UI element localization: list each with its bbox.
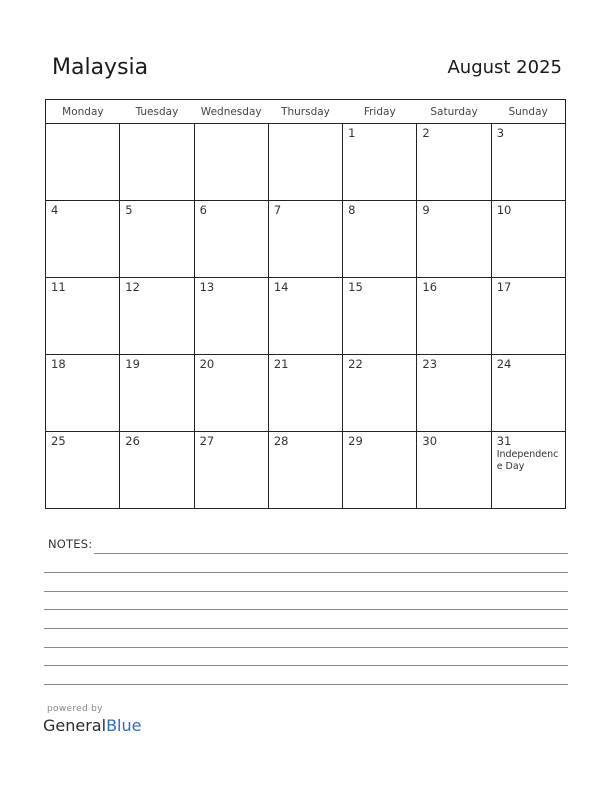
holiday-label: Independence Day <box>496 449 559 472</box>
month-title: August 2025 <box>447 57 562 78</box>
week-row <box>46 432 566 509</box>
brand-general: General <box>43 716 107 735</box>
day-number: 2 <box>422 126 430 140</box>
week-row <box>46 355 566 432</box>
day-cell <box>417 278 491 355</box>
notes-line <box>44 647 568 648</box>
day-number: 6 <box>199 203 207 217</box>
notes-line <box>44 609 568 610</box>
day-cell <box>120 355 194 432</box>
day-number: 31 <box>496 434 512 448</box>
day-number: 28 <box>273 434 289 448</box>
day-cell <box>417 432 491 509</box>
day-number: 20 <box>199 357 215 371</box>
day-number: 24 <box>496 357 512 371</box>
weekday-header: Thursday <box>268 100 342 124</box>
day-number <box>120 124 193 126</box>
generalblue-logo[interactable] <box>43 716 141 735</box>
country-title: Malaysia <box>52 55 149 80</box>
day-cell <box>343 432 417 509</box>
notes-line <box>44 591 568 592</box>
weekday-header-row <box>46 100 566 124</box>
notes-label: NOTES: <box>48 537 93 551</box>
day-number: 17 <box>496 280 512 294</box>
day-number: 23 <box>422 357 438 371</box>
day-cell <box>417 124 491 201</box>
week-row <box>46 278 566 355</box>
day-number: 25 <box>51 434 66 448</box>
powered-by-text: powered by <box>47 704 103 714</box>
week-row <box>46 201 566 278</box>
day-number: 10 <box>496 203 512 217</box>
week-row <box>46 124 566 201</box>
notes-line <box>44 665 568 666</box>
day-number: 3 <box>496 126 505 140</box>
day-cell <box>194 278 268 355</box>
day-cell <box>46 201 120 278</box>
day-cell <box>120 124 194 201</box>
day-number: 1 <box>348 126 356 140</box>
day-number: 8 <box>348 203 356 217</box>
day-cell <box>491 124 565 201</box>
day-number: 21 <box>273 357 289 371</box>
day-cell <box>120 432 194 509</box>
weekday-header: Saturday <box>417 100 491 124</box>
day-number: 30 <box>422 434 438 448</box>
day-number: 18 <box>51 357 66 371</box>
day-cell <box>268 278 342 355</box>
weekday-header: Wednesday <box>194 100 268 124</box>
day-number: 7 <box>273 203 282 217</box>
weekday-header: Monday <box>46 100 120 124</box>
day-number: 11 <box>51 280 66 294</box>
notes-line <box>44 572 568 573</box>
notes-line <box>94 553 568 554</box>
day-cell <box>268 355 342 432</box>
calendar-grid <box>45 99 566 509</box>
day-cell <box>120 201 194 278</box>
notes-line <box>44 628 568 629</box>
day-cell <box>46 432 120 509</box>
day-cell <box>343 124 417 201</box>
day-cell <box>491 432 565 509</box>
day-number: 27 <box>199 434 215 448</box>
day-cell <box>46 278 120 355</box>
day-cell <box>268 124 342 201</box>
day-cell <box>343 278 417 355</box>
day-number: 29 <box>348 434 363 448</box>
day-cell <box>120 278 194 355</box>
weekday-header: Friday <box>343 100 417 124</box>
day-cell <box>194 432 268 509</box>
day-cell <box>268 432 342 509</box>
day-number: 5 <box>125 203 133 217</box>
day-number: 13 <box>199 280 215 294</box>
day-cell <box>417 355 491 432</box>
day-number: 15 <box>348 280 363 294</box>
day-number: 26 <box>125 434 140 448</box>
day-number <box>195 124 268 126</box>
day-cell <box>417 201 491 278</box>
day-number: 12 <box>125 280 140 294</box>
day-number: 4 <box>51 203 59 217</box>
brand-blue: Blue <box>106 716 142 735</box>
day-number: 14 <box>273 280 289 294</box>
notes-line <box>44 684 568 685</box>
day-number: 22 <box>348 357 363 371</box>
day-cell <box>194 201 268 278</box>
day-cell <box>491 278 565 355</box>
day-number: 9 <box>422 203 430 217</box>
day-number: 19 <box>125 357 140 371</box>
day-cell <box>491 355 565 432</box>
day-cell <box>46 355 120 432</box>
weekday-header: Sunday <box>491 100 565 124</box>
day-cell <box>194 355 268 432</box>
day-number <box>46 124 119 126</box>
day-number <box>269 124 342 126</box>
weekday-header: Tuesday <box>120 100 194 124</box>
day-cell <box>194 124 268 201</box>
day-cell <box>491 201 565 278</box>
day-cell <box>343 355 417 432</box>
day-cell <box>46 124 120 201</box>
day-cell <box>343 201 417 278</box>
day-cell <box>268 201 342 278</box>
day-number: 16 <box>422 280 438 294</box>
